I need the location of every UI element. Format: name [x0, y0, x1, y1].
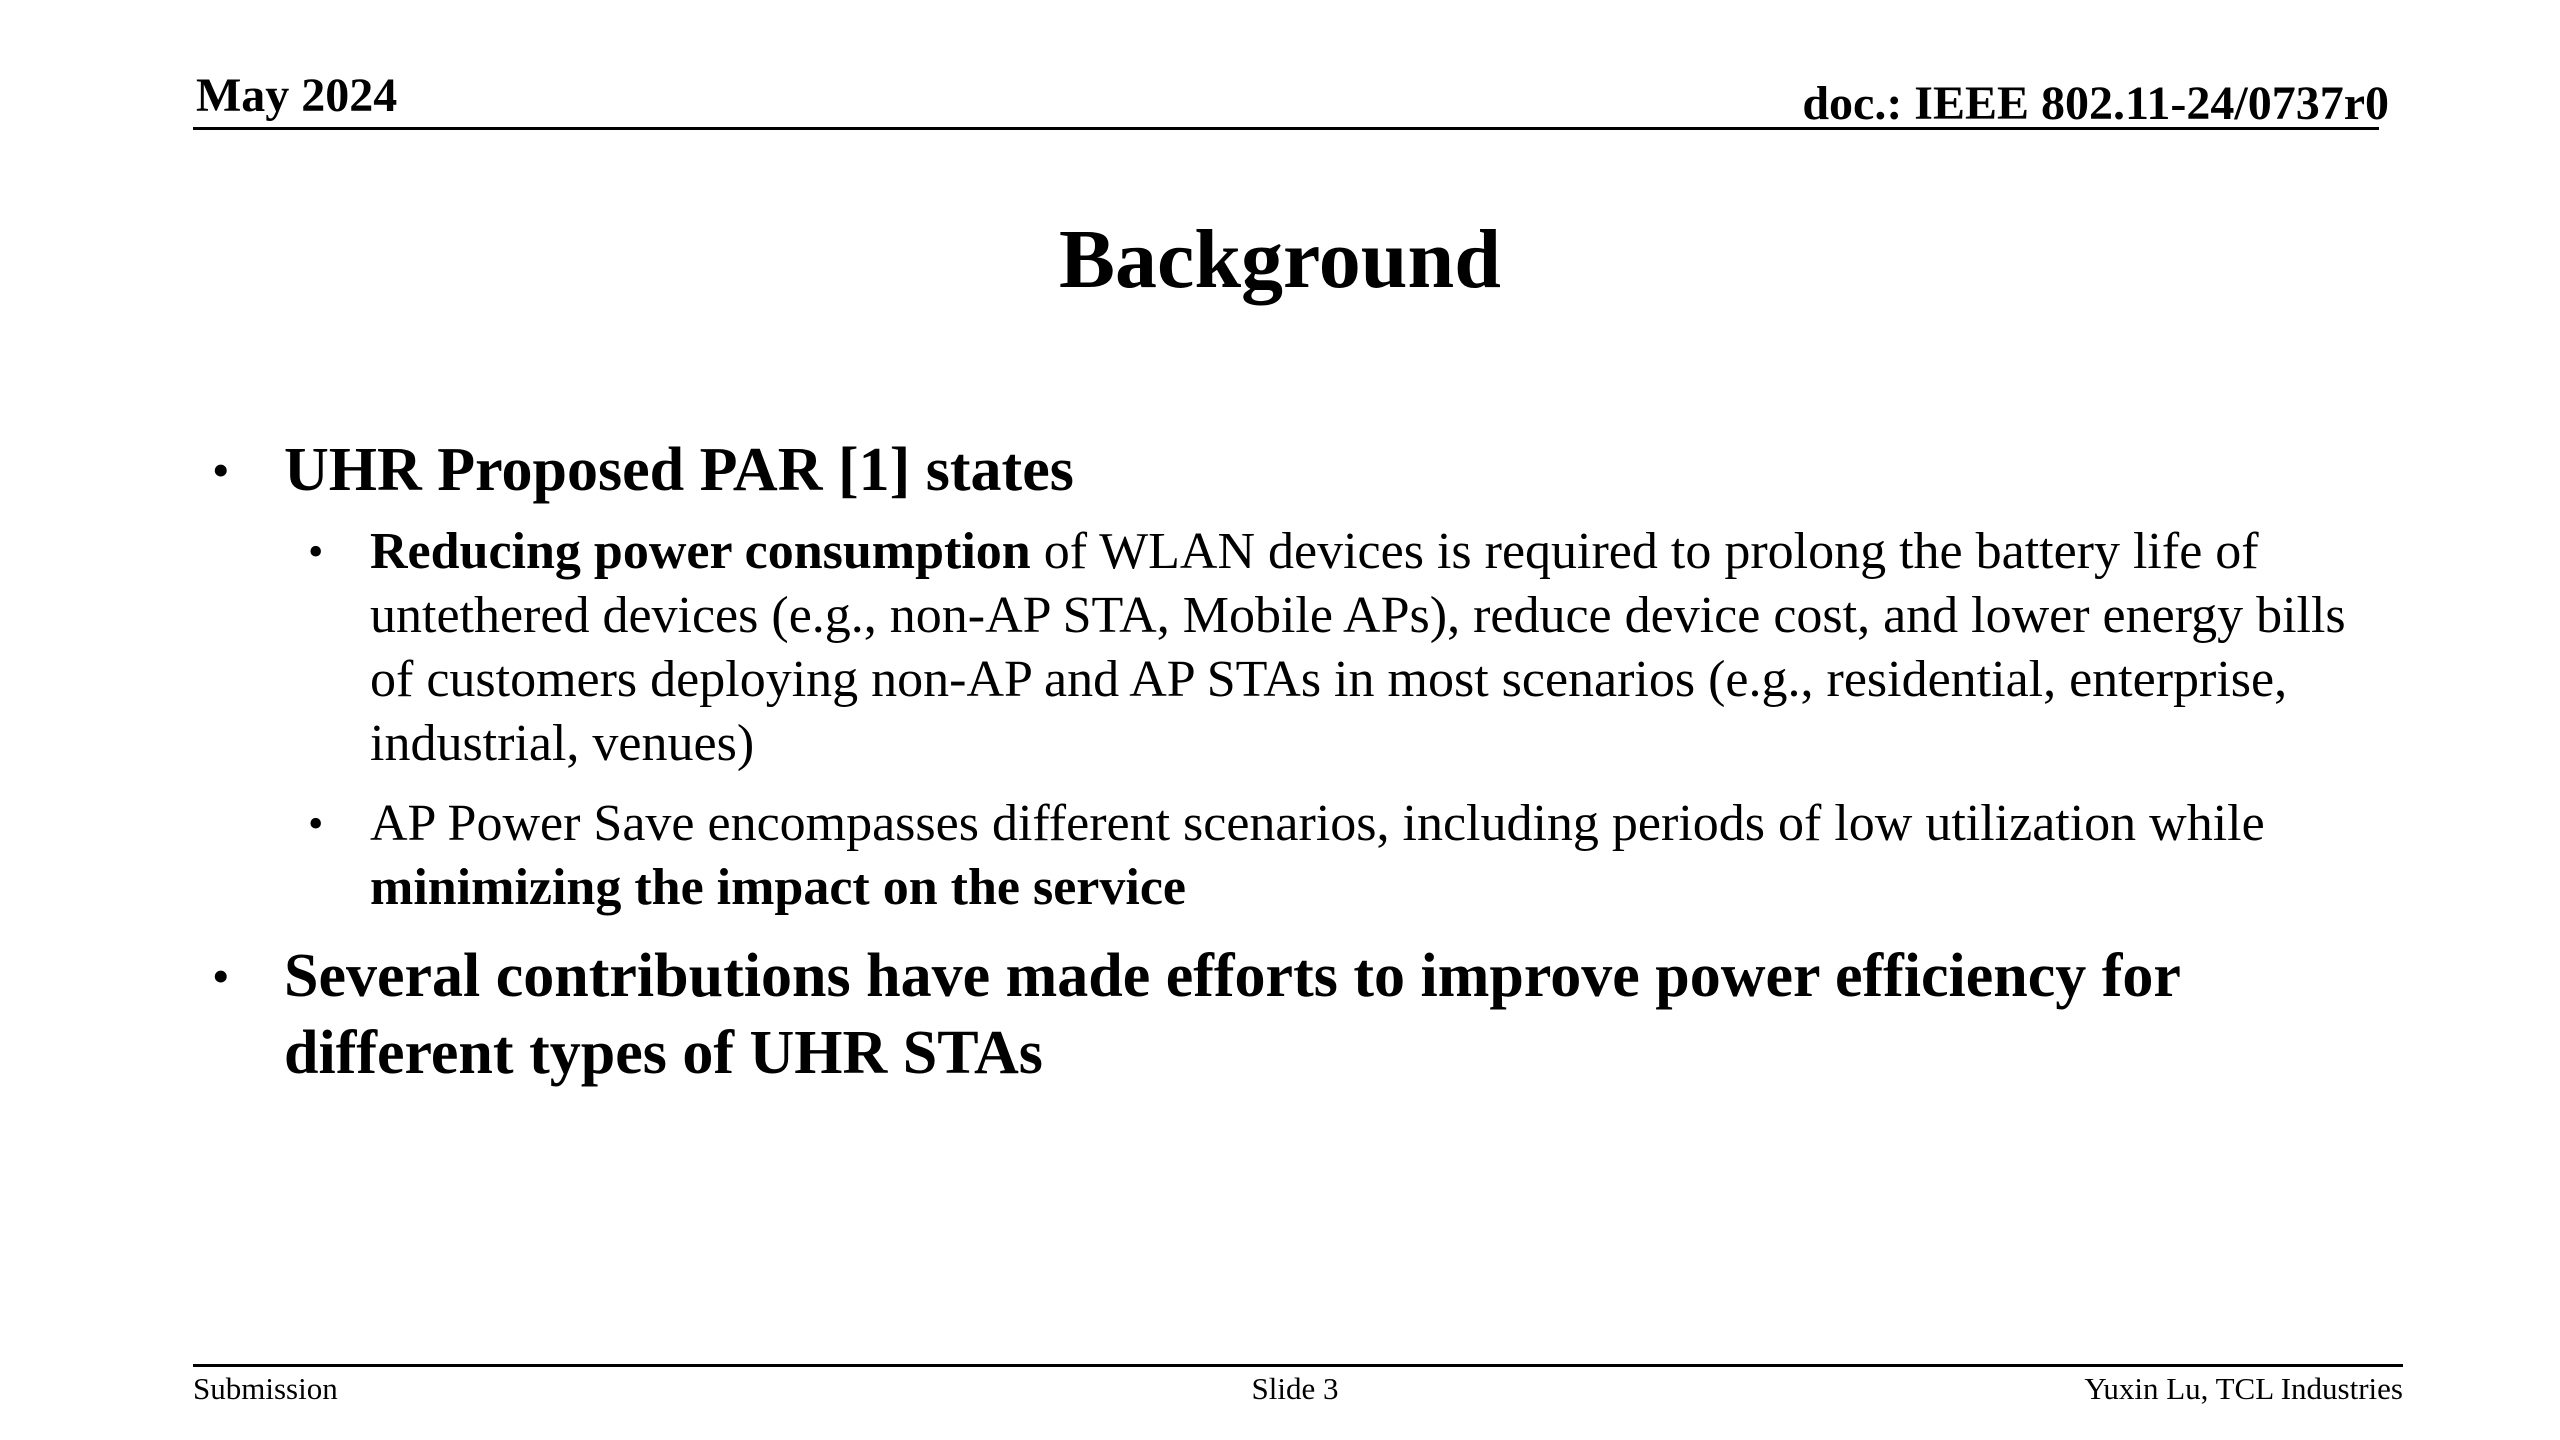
- bullet-contributions: [212, 938, 2324, 1092]
- sub-bullet-marker: •: [308, 527, 324, 576]
- bullet-marker: •: [212, 442, 230, 498]
- bullet-par-states: [212, 432, 2324, 509]
- header-divider: [193, 127, 2379, 130]
- sub-bullet-marker: •: [308, 799, 324, 848]
- footer-author: Yuxin Lu, TCL Industries: [2084, 1371, 2403, 1406]
- header-doc-number: doc.: IEEE 802.11-24/0737r0: [1802, 77, 2389, 130]
- bullet-text: UHR Proposed PAR [1] states: [284, 436, 1074, 504]
- sub-bullet-power-consumption: [308, 520, 2350, 776]
- sub-bullet-text: of WLAN devices is required to prolong the battery life of untethered devices (e.g., non-AP STA, Mobile APs), reduce device cost, and lower energy bills of customers deploying non-AP and AP STAs in most scenarios (e.g., residential, enterprise, industrial, venues): [370, 523, 2346, 772]
- footer-divider: [193, 1364, 2403, 1367]
- sub-bullet-ap-power-save: [308, 792, 2350, 920]
- sub-bullet-bold-text: Reducing power consumption: [370, 523, 1031, 580]
- footer-submission: Submission: [193, 1371, 338, 1406]
- bullet-text: Several contributions have made efforts to improve power efficiency for different types of UHR STAs: [284, 942, 2180, 1087]
- footer-slide-number: Slide 3: [1251, 1371, 1339, 1406]
- slide-title: Background: [1059, 213, 1501, 306]
- sub-bullet-text: AP Power Save encompasses different scenarios, including periods of low utilization while: [370, 795, 2265, 852]
- bullet-marker: •: [212, 948, 230, 1004]
- sub-bullet-bold-text: minimizing the impact on the service: [370, 859, 1186, 916]
- header-date: May 2024: [196, 69, 398, 122]
